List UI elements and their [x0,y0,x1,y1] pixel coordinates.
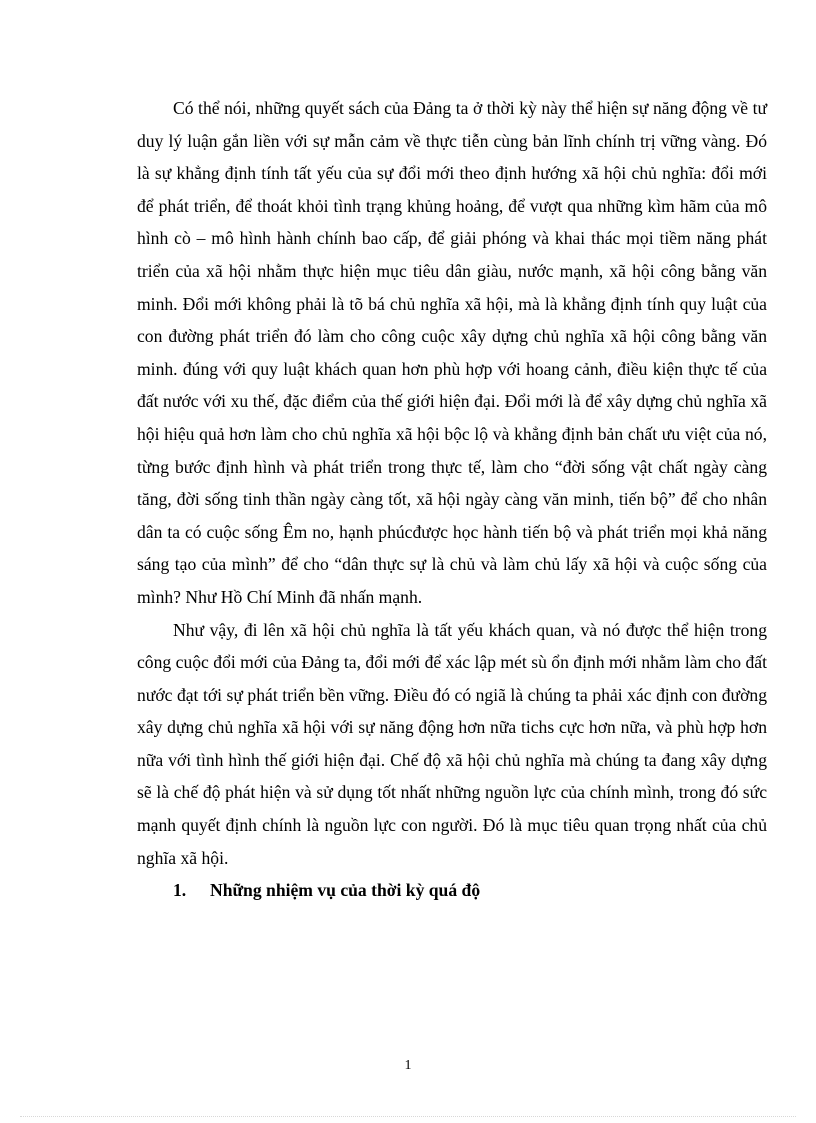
paragraph-2: Như vậy, đi lên xã hội chủ nghĩa là tất yếu khách quan, và nó được thể hiện trong công cuộc đổi mới của Đảng ta, đổi mới để xác lập mét sù ổn định mới nhằm làm cho đất nước đạt tới sự phát triển bền vững. Điều đó có ngiã là chúng ta phải xác định con đường xây dựng chủ nghĩa xã hội với sự năng động hơn nữa tichs cực hơn nữa, và phù hợp hơn nữa với tình hình thế giới hiện đại. Chế độ xã hội chủ nghĩa mà chúng ta đang xây dựng sẽ là chế độ phát hiện và sử dụng tốt nhất những nguồn lực của chính mình, trong đó sức mạnh quyết định chính là nguồn lực con người. Đó là mục tiêu quan trọng nhất của chủ nghĩa xã hội. [137,619,767,868]
page-number: 1 [404,1058,412,1073]
section-heading-number: 1. [173,880,187,901]
document-body [137,92,767,907]
section-heading [137,874,767,907]
page-bottom-edge [20,1116,796,1117]
section-heading-text: Những nhiệm vụ của thời kỳ quá độ [210,880,481,901]
paragraph-1: Có thể nói, những quyết sách của Đảng ta ở thời kỳ này thể hiện sự năng động về tư duy lý luận gắn liền với sự mẫn cảm về thực tiễn cùng bản lĩnh chính trị vững vàng. Đó là sự khẳng định tính tất yếu của sự đổi mới theo định hướng xã hội chủ nghĩa: đổi mới để phát triển, để thoát khỏi tình trạng khủng hoảng, để vượt qua những kìm hãm của mô hình cò – mô hình hành chính bao cấp, để giải phóng và khai thác mọi tiềm năng phát triển của xã hội nhằm thực hiện mục tiêu dân giàu, nước mạnh, xã hội công bằng văn minh. Đổi mới không phải là tõ bá chủ nghĩa xã hội, mà là khẳng định tính quy luật của con đường phát triển đó làm cho công cuộc xây dựng chủ nghĩa xã hội công bằng văn minh. đúng với quy luật khách quan hơn phù hợp với hoang cảnh, điều kiện thực tế của đất nước với xu thế, đặc điểm của thế giới hiện đại. Đổi mới là để xây dựng chủ nghĩa xã hội hiệu quả hơn làm cho chủ nghĩa xã hội bộc lộ và khẳng định bản chất ưu việt của nó, từng bước định hình và phát triển trong thực tế, làm cho “đời sống vật chất ngày càng tăng, đời sống tinh thần ngày càng tốt, xã hội ngày càng văn minh, tiến bộ” để cho nhân dân ta có cuộc sống Êm no, hạnh phúcđược học hành tiến bộ và phát triển mọi khả năng sáng tạo của mình” để cho “dân thực sự là chủ và làm chủ lấy xã hội và cuộc sống của mình? Như Hồ Chí Minh đã nhấn mạnh. [137,98,767,607]
